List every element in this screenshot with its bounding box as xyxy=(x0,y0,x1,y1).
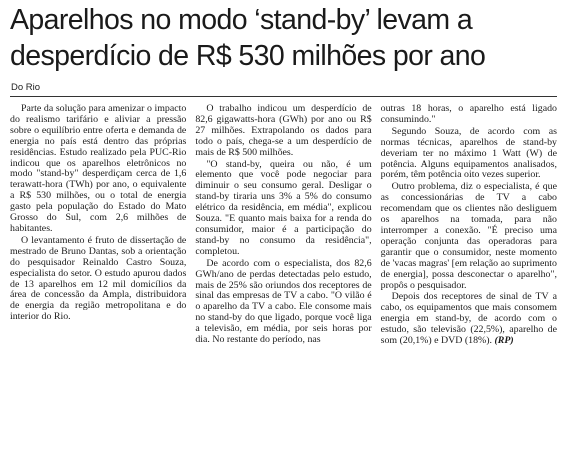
paragraph: O trabalho indicou um desperdício de 82,6 gigawatts-hora (GWh) por ano ou R$ 27 milhões. Extrapolando os dados para todo o país, chega-se a um desperdício de mais de R$ 500 milhões. xyxy=(195,103,372,158)
paragraph-text: Depois dos receptores de sinal de TV a cabo, os equipamentos que mais consomem energia em stand-by, de acordo com o estudo, são televisão (22,5%), aparelho de som (20,1%) e DVD (18%). xyxy=(380,291,557,347)
paragraph: O levantamento é fruto de dissertação de mestrado de Bruno Dantas, sob a orientação do pesquisador Reinaldo Castro Souza, especialista do setor. O estudo apurou dados de 13 aparelhos em 12 mil domicílios da área de concessão da Ampla, distribuidora de energia da região metropolitana e do interior do Rio. xyxy=(10,234,187,323)
column-1 xyxy=(10,104,186,348)
byline-divider xyxy=(10,96,557,97)
paragraph: De acordo com o especialista, dos 82,6 GWh/ano de perdas detectadas pelo estudo, mais de 25% são oriundos dos receptores de sinal das empresas de TV a cabo. "O vilão é o aparelho da TV a cabo. Ele consome mais no stand-by do que ligado, porque você liga a televisão, em média, por seis horas por dia. No restante do período, nas xyxy=(195,257,372,346)
column-2 xyxy=(195,104,371,348)
paragraph: Outro problema, diz o especialista, é que as concessionárias de TV a cabo recomendam que os clientes não desliguem os aparelhos na tomada, para não interromper a conexão. "É preciso uma operação conjunta das operadoras para garantir que o consumidor, neste momento de 'vacas magras' [em relação ao suprimento de energia], possa desconectar o aparelho", propôs o pesquisador. xyxy=(380,181,557,291)
headline-line-1: Aparelhos no modo ‘stand-by’ levam a xyxy=(10,4,473,36)
paragraph: "O stand-by, queira ou não, é um elemento que você pode negociar para diminuir o seu consumo geral. Desligar o stand-by tiraria uns 3% a 5% do consumo elétrico da residência, em média", explicou Souza. "E quanto mais baixa for a renda do consumidor, maior é a participação do stand-by no consumo da residência", completou. xyxy=(195,158,372,257)
article-headline xyxy=(10,2,557,74)
headline-line-2: desperdício de R$ 530 milhões por ano xyxy=(10,40,486,72)
paragraph: Segundo Souza, de acordo com as normas técnicas, aparelhos de stand-by deveriam ter no máximo 1 Watt (W) de potência. Alguns equipamentos analisados, porém, têm potência oito vezes superior. xyxy=(380,125,557,181)
author-signature: (RP) xyxy=(494,335,514,347)
paragraph-last xyxy=(381,292,557,347)
column-3 xyxy=(381,104,557,348)
paragraph: outras 18 horas, o aparelho está ligado consumindo." xyxy=(380,103,557,125)
byline: Do Rio xyxy=(11,82,41,93)
byline-row xyxy=(10,82,557,98)
paragraph: Parte da solução para amenizar o impacto do realismo tarifário e aliviar a pressão sobre o equilíbrio entre oferta e demanda de energia no país está dentro das próprias residências. Estudo realizado pela PUC-Rio indicou que os aparelhos eletrônicos no modo "stand-by" desperdiçam cerca de 1,6 terawatt-hora (TWh) por ano, o equivalente a R$ 530 milhões, ou o total de energia gasto pela população do Estado do Mato Grosso do Sul, com 2,6 milhões de habitantes. xyxy=(10,103,187,234)
article-body xyxy=(10,104,557,348)
